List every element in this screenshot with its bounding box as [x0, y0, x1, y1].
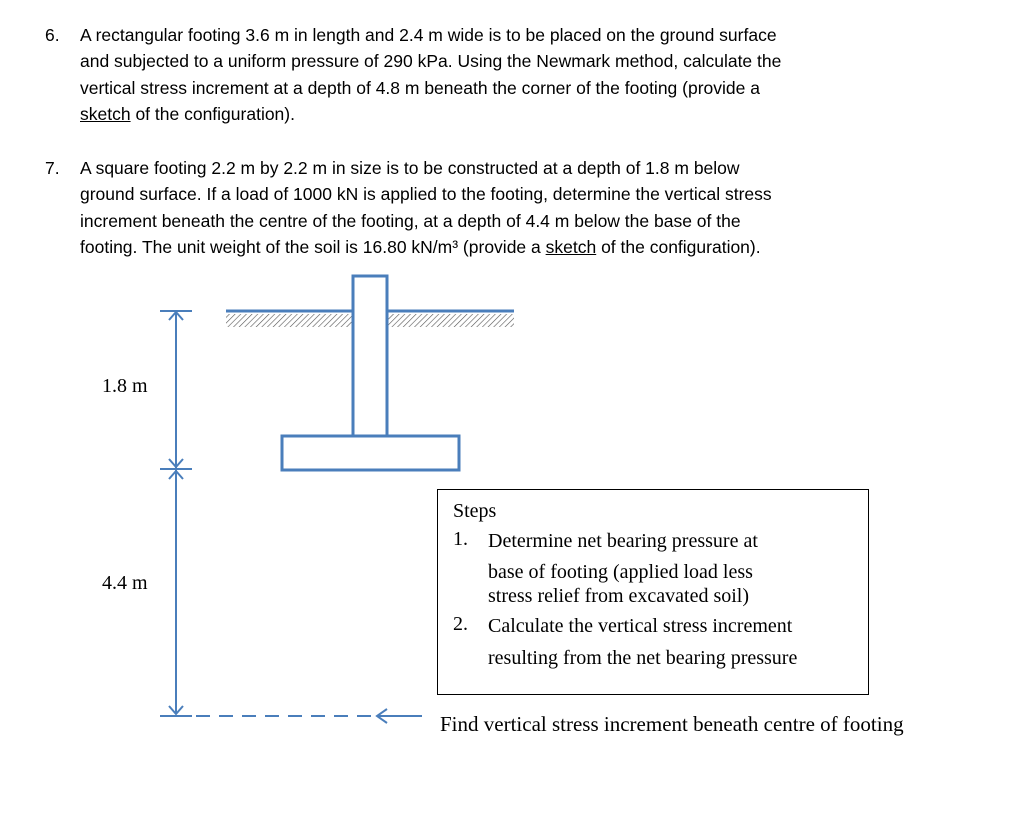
ground-hatch-left: [226, 314, 352, 327]
dimension-label-1-8m: 1.8 m: [102, 375, 148, 397]
question-7-number: 7.: [45, 158, 60, 178]
question-6-line-3: vertical stress increment at a depth of 4.8 m beneath the corner of the footing (provide a: [80, 77, 760, 98]
step-2-text: [488, 612, 797, 670]
ground-hatch-right: [388, 314, 514, 327]
find-stress-label: Find vertical stress increment beneath centre of footing: [440, 712, 904, 736]
question-7-line-4-pre: footing. The unit weight of the soil is 16.80 kN/m³ (provide a: [80, 236, 546, 257]
steps-title: Steps: [453, 500, 497, 522]
steps-box: [437, 489, 869, 695]
footing-base: [282, 436, 459, 470]
step-1-text: [488, 527, 758, 611]
question-7-line-3: increment beneath the centre of the footing, at a depth of 4.4 m below the base of the: [80, 210, 741, 231]
question-7-line-2: ground surface. If a load of 1000 kN is applied to the footing, determine the vertical stress: [80, 184, 772, 205]
step-2-number: 2.: [453, 613, 468, 635]
question-7-line-1: A square footing 2.2 m by 2.2 m in size is to be constructed at a depth of 1.8 m below: [80, 158, 740, 178]
sketch-link: sketch: [545, 236, 597, 257]
step-1-line-3: stress relief from excavated soil): [488, 585, 750, 607]
question-6-line-4-rest: of the configuration).: [130, 103, 295, 124]
step-1-line-2: base of footing (applied load less: [488, 561, 753, 583]
footing-column: [353, 276, 387, 436]
step-2-line-2: resulting from the net bearing pressure: [488, 647, 798, 669]
step-1-number: 1.: [453, 528, 468, 550]
question-6-line-1: A rectangular footing 3.6 m in length and 2.4 m wide is to be placed on the ground surface: [80, 25, 777, 45]
question-6-number: 6.: [45, 25, 60, 45]
sketch-link: sketch: [80, 103, 131, 124]
question-7-line-4-rest: of the configuration).: [596, 236, 761, 257]
dimension-label-4-4m: 4.4 m: [102, 572, 148, 594]
step-2-line-1: Calculate the vertical stress increment: [488, 615, 793, 637]
step-1-line-1: Determine net bearing pressure at: [488, 530, 758, 552]
question-6-line-2: and subjected to a uniform pressure of 290 kPa. Using the Newmark method, calculate the: [80, 51, 782, 72]
